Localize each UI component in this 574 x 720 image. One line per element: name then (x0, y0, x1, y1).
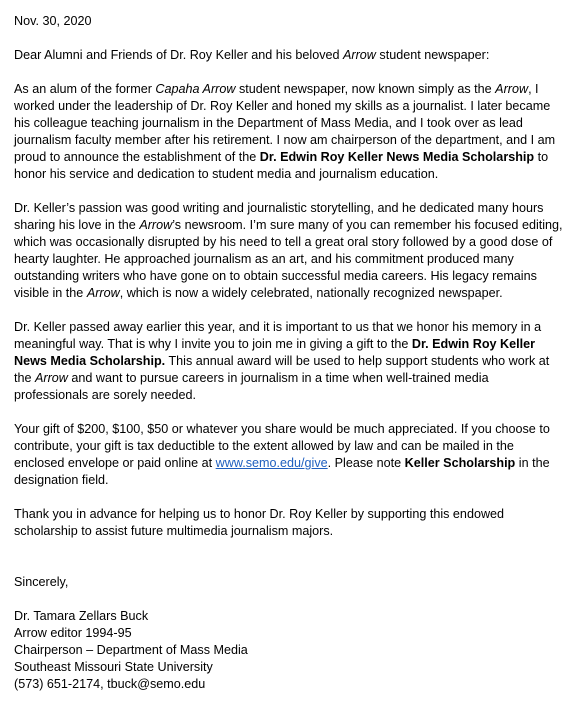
paragraph-text: Dr. Keller passed away earlier this year, and it is important to us that we honor his memory in a meaningful way. That is why I invite you to join me in giving a gift to the (14, 320, 542, 351)
signature-title: Arrow editor 1994-95 (14, 626, 132, 640)
italic-text: Arrow (86, 286, 120, 300)
paragraph-text: , I worked under the leadership of Dr. Roy Keller and honed my skills as a journalist. I later became his colleague teaching journalism in the Department of Mass Media, and I took over as lead journalism faculty member after his retirement. I now am chairperson of the department, and I am proud to announce the establishment of the (14, 82, 556, 164)
give-link[interactable]: www.semo.edu/give (215, 456, 328, 470)
paragraph-text: Dr. Keller’s passion was good writing and journalistic storytelling, and he dedicated many hours sharing his love in the (14, 201, 544, 232)
italic-text: Capaha Arrow (155, 82, 236, 96)
paragraph-text: to honor his service and dedication to student media and journalism education. (14, 150, 549, 181)
keller-scholarship-bold: Keller Scholarship (404, 456, 516, 470)
paragraph-1 (14, 81, 566, 183)
paragraph-5: Thank you in advance for helping us to honor Dr. Roy Keller by supporting this endowed scholarship to assist future multimedia journalism majors. (14, 507, 505, 538)
paragraph-text: This annual award will be used to help support students who work at the (14, 354, 550, 385)
salutation (14, 47, 566, 64)
paragraph-text: ’s newsroom. I’m sure many of you can remember his focused editing, which was occasionally disrupted by his need to tell a great oral story followed by a good dose of hearty laughter. He approached journalism as an art, and his commitment produced many outstanding writers who have gone on to obtain successful media careers. His legacy remains visible in the (14, 218, 563, 300)
scholarship-name-bold: Dr. Edwin Roy Keller News Media Scholarship (259, 150, 535, 164)
paragraph-text: Your gift of $200, $100, $50 or whatever you share would be much appreciated. If you choose to contribute, your gift is tax deductible to the extent allowed by law and can be mailed in the enclosed envelope or paid online at (14, 422, 550, 470)
paragraph-text: , which is now a widely celebrated, nationally recognized newspaper. (119, 286, 503, 300)
paragraph-text: . Please note (327, 456, 405, 470)
signature-block (14, 608, 566, 693)
italic-text: Arrow (35, 371, 68, 385)
signature-contact: (573) 651-2174, tbuck@semo.edu (14, 677, 206, 691)
letter-date: Nov. 30, 2020 (14, 14, 92, 28)
paragraph-3 (14, 319, 566, 404)
paragraph-text: As an alum of the former (14, 82, 156, 96)
closing: Sincerely, (14, 575, 69, 589)
paragraph-2 (14, 200, 566, 302)
signature-name: Dr. Tamara Zellars Buck (14, 609, 149, 623)
scholarship-name-bold: Dr. Edwin Roy Keller News Media Scholarship. (14, 337, 536, 368)
signature-department: Chairperson – Department of Mass Media (14, 643, 248, 657)
signature-university: Southeast Missouri State University (14, 660, 213, 674)
paragraph-4 (14, 421, 566, 489)
paragraph-text: in the designation field. (14, 456, 550, 487)
italic-text: Arrow (139, 218, 173, 232)
salutation-text-end: student newspaper: (375, 48, 490, 62)
letter-body (14, 13, 566, 693)
salutation-text: Dear Alumni and Friends of Dr. Roy Keller and his beloved (14, 48, 344, 62)
paragraph-text: and want to pursue careers in journalism in a time when well-trained media professionals are sorely needed. (14, 371, 489, 402)
paragraph-text: student newspaper, now known simply as the (235, 82, 496, 96)
italic-text: Arrow (495, 82, 529, 96)
salutation-italic: Arrow (343, 48, 376, 62)
